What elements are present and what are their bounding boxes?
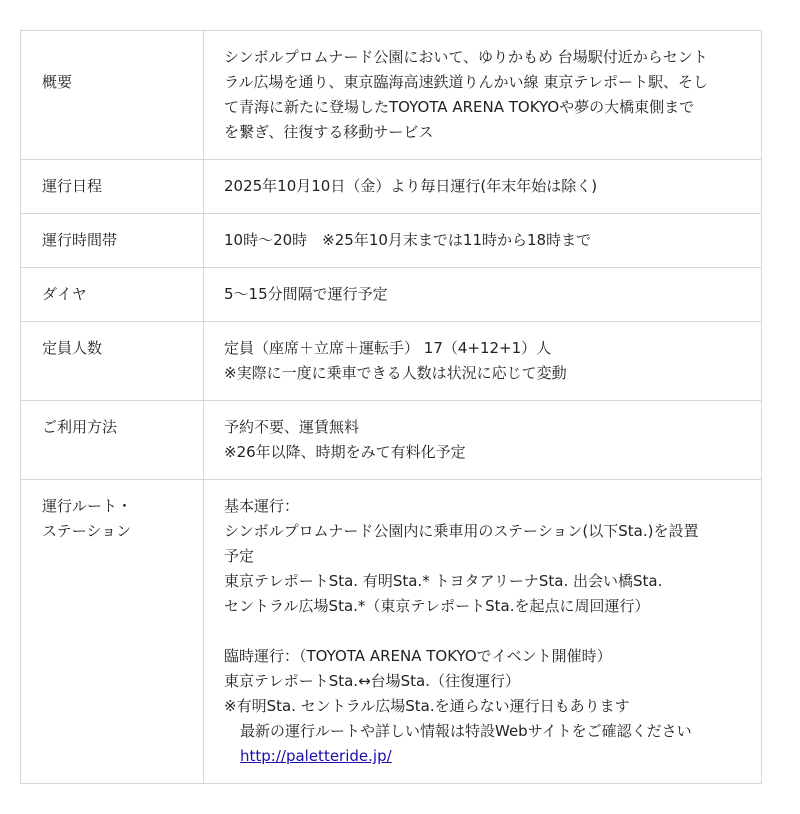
temporary-route-heading: 臨時運行：（TOYOTA ARENA TOKYOでイベント開催時） (224, 647, 612, 665)
table-row-usage (21, 401, 762, 480)
table-row-route (21, 480, 762, 784)
website-link[interactable]: http://paletteride.jp/ (240, 747, 392, 765)
route-label-line: 運行ルート・ (42, 497, 133, 515)
table-row-capacity (21, 322, 762, 401)
route-stations: セントラル広場Sta.*（東京テレポートSta.を起点に周回運行） (224, 597, 650, 615)
blank-line (224, 619, 745, 644)
route-heading: 基本運行： (224, 497, 300, 515)
route-note: ※有明Sta. セントラル広場Sta.を通らない運行日もあります (224, 697, 630, 715)
route-info-note: 最新の運行ルートや詳しい情報は特設Webサイトをご確認ください (240, 722, 692, 740)
capacity-line: 定員（座席＋立席＋運転手） 17（4+12+1）人 (224, 339, 552, 357)
summary-line: シンボルプロムナード公園において、ゆりかもめ 台場駅付近からセント (224, 48, 708, 66)
schedule-line: 2025年10月10日（金）より毎日運行(年末年始は除く) (224, 177, 598, 195)
row-value (204, 401, 762, 480)
hours-line: 10時〜20時 ※25年10月末までは11時から18時まで (224, 231, 592, 249)
table-row-summary (21, 31, 762, 160)
row-label: 運行日程 (21, 160, 204, 214)
row-label: 定員人数 (21, 322, 204, 401)
summary-line: ラル広場を通り、東京臨海高速鉄道りんかい線 東京テレポート駅、そし (224, 73, 709, 91)
row-value (204, 322, 762, 401)
table-row-hours (21, 214, 762, 268)
summary-line: を繋ぎ、往復する移動サービス (224, 123, 434, 141)
usage-line: 予約不要、運賃無料 (224, 418, 360, 436)
row-label: ダイヤ (21, 268, 204, 322)
capacity-note: ※実際に一度に乗車できる人数は状況に応じて変動 (224, 364, 567, 382)
route-line: シンボルプロムナード公園内に乗車用のステーション(以下Sta.)を設置 (224, 522, 699, 540)
row-label: 概要 (21, 31, 204, 160)
row-value (204, 160, 762, 214)
temporary-route-line: 東京テレポートSta.↔台場Sta.（往復運行） (224, 672, 520, 690)
row-value (204, 214, 762, 268)
link-line (224, 744, 745, 769)
row-label: 運行時間帯 (21, 214, 204, 268)
row-value (204, 480, 762, 784)
summary-line: て青海に新たに登場したTOYOTA ARENA TOKYOや夢の大橋東側まで (224, 98, 695, 116)
route-stations: 東京テレポートSta. 有明Sta.* トヨタアリーナSta. 出会い橋Sta. (224, 572, 663, 590)
route-label-line: ステーション (42, 522, 132, 540)
route-line: 予定 (224, 547, 255, 565)
row-value (204, 268, 762, 322)
timetable-line: 5〜15分間隔で運行予定 (224, 285, 388, 303)
table-row-timetable (21, 268, 762, 322)
row-label: ご利用方法 (21, 401, 204, 480)
row-label (21, 480, 204, 784)
service-info-table (20, 30, 762, 784)
table-row-schedule (21, 160, 762, 214)
usage-note: ※26年以降、時期をみて有料化予定 (224, 443, 466, 461)
row-value (204, 31, 762, 160)
